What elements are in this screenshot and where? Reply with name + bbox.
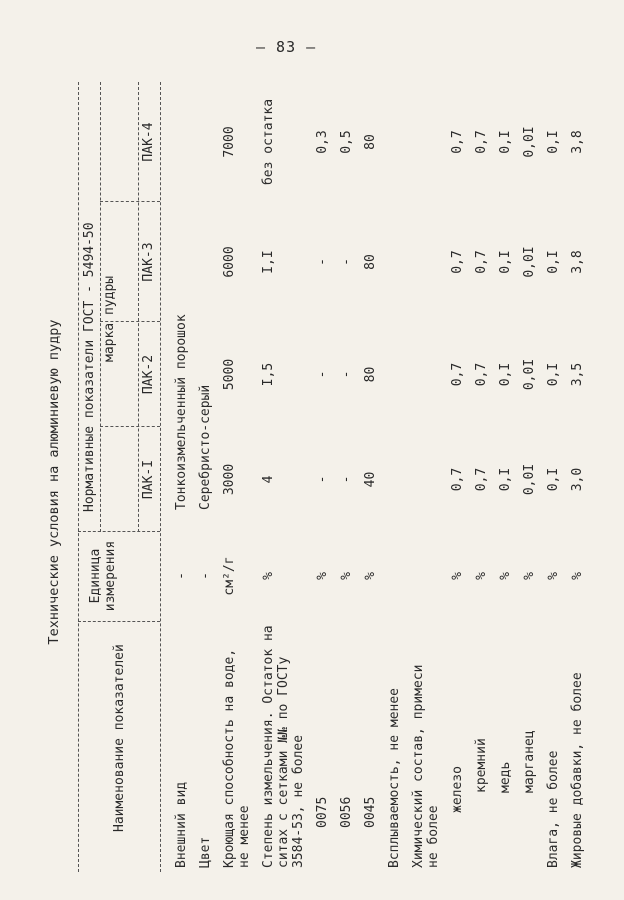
row-value-pak3: 0,I bbox=[498, 250, 513, 274]
row-value-pak1: - bbox=[315, 475, 330, 484]
row-value-pak3: 0,7 bbox=[474, 250, 489, 274]
row-unit: % bbox=[474, 572, 489, 580]
header-unit-line1: Единица bbox=[88, 548, 103, 604]
row-label: 0075 bbox=[315, 796, 330, 828]
row-unit: - bbox=[174, 572, 189, 580]
row-value-pak4: без остатка bbox=[261, 98, 276, 186]
row-value-pak4: 0,I bbox=[498, 130, 513, 154]
rotated-table-sheet bbox=[42, 82, 602, 882]
row-value-pak1: 3000 bbox=[222, 463, 237, 496]
row-value-pak2: - bbox=[339, 370, 354, 379]
header-grade-rule bbox=[138, 82, 139, 532]
row-value-pak2: 3,5 bbox=[570, 362, 585, 387]
row-unit: % bbox=[570, 572, 585, 580]
header-grade: марка пудры bbox=[102, 275, 117, 362]
page-number: — 83 — bbox=[256, 38, 317, 56]
header-grade-pak3: ПАК-3 bbox=[141, 242, 156, 282]
row-value-pak2: - bbox=[315, 370, 330, 379]
row-label: Кроющая способность на воде, bbox=[222, 648, 237, 868]
row-value-pak1: 0,7 bbox=[450, 467, 465, 492]
row-unit: % bbox=[315, 572, 330, 580]
row-unit: - bbox=[198, 572, 213, 580]
row-merged-value: Серебристо-серый bbox=[198, 384, 213, 510]
header-grade-pak1: ПАК-I bbox=[141, 459, 156, 500]
row-value-pak4: 0,5 bbox=[339, 130, 354, 154]
row-value-pak1: 3,0 bbox=[570, 467, 585, 492]
header-mid-rule bbox=[100, 82, 101, 532]
row-value-pak3: 0,0I bbox=[522, 246, 537, 278]
row-unit: % bbox=[498, 572, 513, 580]
row-label: Жировые добавки, не более bbox=[570, 672, 585, 868]
row-value-pak3: 3,8 bbox=[570, 250, 585, 274]
row-unit: % bbox=[363, 572, 378, 580]
row-value-pak3: 0,7 bbox=[450, 250, 465, 274]
row-label: Химический состав, примеси bbox=[411, 664, 426, 868]
header-top-rule bbox=[78, 82, 79, 872]
header-norm: Нормативные показатели ГОСТ - 5494-50 bbox=[82, 222, 97, 512]
row-label: Влага, не более bbox=[546, 750, 561, 868]
row-label: Всплываемость, не менее bbox=[387, 687, 402, 868]
header-bottom-rule bbox=[160, 82, 161, 872]
row-value-pak3: 80 bbox=[363, 254, 378, 270]
row-label: 0056 bbox=[339, 796, 354, 828]
table-title: Технические условия на алюминиевую пудру bbox=[46, 319, 62, 645]
row-value-pak1: 40 bbox=[363, 471, 378, 488]
header-grade-pak2: ПАК-2 bbox=[141, 354, 156, 395]
row-label: кремний bbox=[474, 738, 489, 793]
row-value-pak3: - bbox=[315, 258, 330, 266]
row-value-pak3: 0,I bbox=[546, 250, 561, 274]
row-value-pak2: 5000 bbox=[222, 358, 237, 391]
col-divider-name-unit bbox=[78, 621, 160, 622]
row-value-pak4: 0,7 bbox=[474, 130, 489, 154]
row-value-pak3: I,I bbox=[261, 250, 276, 274]
row-value-pak2: 0,7 bbox=[450, 362, 465, 387]
row-unit: % bbox=[546, 572, 561, 580]
row-merged-value: Тонкоизмельченный порошок bbox=[174, 314, 189, 510]
row-value-pak4: 0,7 bbox=[450, 130, 465, 154]
row-value-pak4: 7000 bbox=[222, 126, 237, 158]
row-value-pak1: 0,0I bbox=[522, 463, 537, 496]
row-label: не более bbox=[426, 805, 441, 868]
row-label: Степень измельчения. Остаток на bbox=[261, 625, 276, 868]
row-unit: % bbox=[339, 572, 354, 580]
row-value-pak2: 0,7 bbox=[474, 362, 489, 387]
header-name: Наименование показателей bbox=[112, 644, 127, 832]
row-label: медь bbox=[498, 761, 513, 793]
header-grade-pak4: ПАК-4 bbox=[141, 122, 156, 162]
row-value-pak3: 6000 bbox=[222, 246, 237, 278]
row-unit: % bbox=[450, 572, 465, 580]
row-value-pak4: 0,I bbox=[546, 130, 561, 154]
row-value-pak2: I,5 bbox=[261, 362, 276, 387]
row-value-pak3: - bbox=[339, 258, 354, 266]
row-label: Внешний вид bbox=[174, 781, 189, 868]
row-value-pak1: - bbox=[339, 475, 354, 484]
row-label: ситах с сетками №№ по ГОСТу bbox=[276, 656, 291, 868]
row-value-pak2: 0,I bbox=[498, 362, 513, 387]
header-unit-line2: измерения bbox=[103, 540, 118, 612]
row-unit: % bbox=[522, 572, 537, 580]
row-value-pak1: 0,7 bbox=[474, 467, 489, 492]
row-unit: % bbox=[261, 572, 276, 580]
row-value-pak1: 0,I bbox=[498, 467, 513, 492]
row-value-pak1: 0,I bbox=[546, 467, 561, 492]
row-label: не менее bbox=[237, 805, 252, 868]
row-label: марганец bbox=[522, 730, 537, 793]
row-label: 3584-53, не более bbox=[291, 734, 306, 868]
row-value-pak2: 0,0I bbox=[522, 358, 537, 391]
row-value-pak4: 3,8 bbox=[570, 130, 585, 154]
row-value-pak4: 80 bbox=[363, 134, 378, 150]
row-value-pak4: 0,3 bbox=[315, 130, 330, 154]
row-label: железо bbox=[450, 766, 465, 813]
row-value-pak2: 80 bbox=[363, 366, 378, 383]
row-unit: см²/г bbox=[222, 556, 237, 596]
row-label: 0045 bbox=[363, 796, 378, 828]
row-value-pak1: 4 bbox=[261, 475, 276, 484]
row-value-pak2: 0,I bbox=[546, 362, 561, 387]
row-label: Цвет bbox=[198, 836, 213, 868]
row-value-pak4: 0,0I bbox=[522, 126, 537, 158]
